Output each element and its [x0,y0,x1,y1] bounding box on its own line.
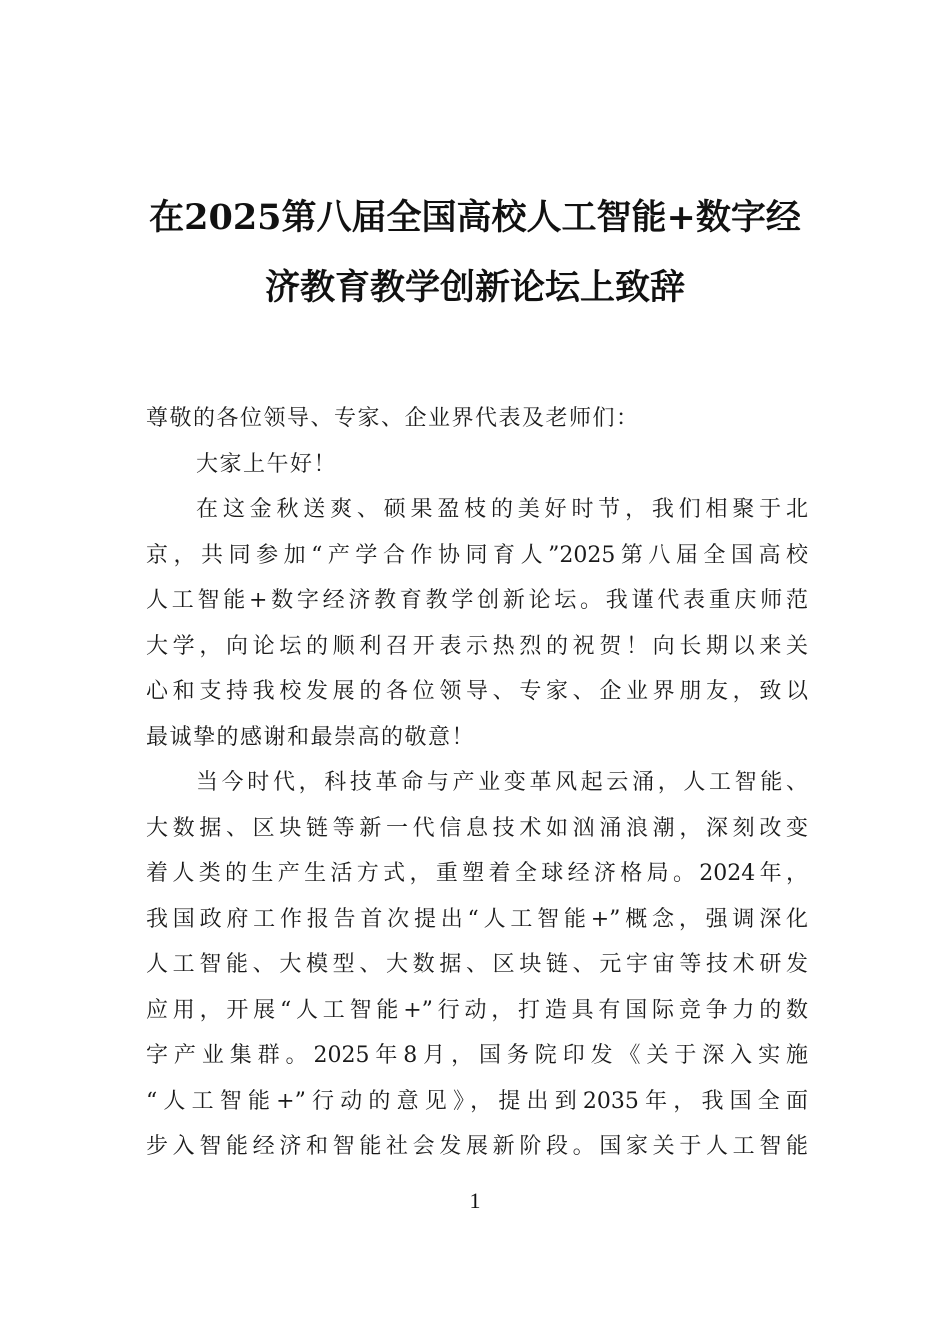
body-line: 人工智能+数字经济教育教学创新论坛。我谨代表重庆师范 [146,588,808,613]
body-line: 最诚挚的感谢和最崇高的敬意！ [146,724,476,750]
body-line: 大学，向论坛的顺利召开表示热烈的祝贺！向长期以来关 [146,633,808,659]
body-line: 步入智能经济和智能社会发展新阶段。国家关于人工智能 [146,1134,808,1159]
body-line: 应用，开展“人工智能+”行动，打造具有国际竞争力的数 [146,997,808,1023]
body-line: “人工智能+”行动的意见》，提出到2035年，我国全面 [146,1088,808,1114]
document-title-line-2: 济教育教学创新论坛上致辞 [264,267,685,308]
body-line: 京，共同参加“产学合作协同育人”2025第八届全国高校 [146,542,808,568]
body-line: 着人类的生产生活方式，重塑着全球经济格局。2024年， [146,861,808,886]
body-line: 心和支持我校发展的各位领导、专家、企业界朋友，致以 [146,679,808,704]
salutation-line: 尊敬的各位领导、专家、企业界代表及老师们： [146,406,640,431]
body-line: 字产业集群。2025年8月，国务院印发《关于深入实施 [146,1043,808,1068]
page-number: 1 [469,1188,481,1213]
greeting-line: 大家上午好！ [196,451,338,477]
body-line: 我国政府工作报告首次提出“人工智能+”概念，强调深化 [146,906,808,932]
body-line: 在这金秋送爽、硕果盈枝的美好时节，我们相聚于北 [196,497,808,522]
body-line: 当今时代，科技革命与产业变革风起云涌，人工智能、 [196,770,808,795]
body-line: 大数据、区块链等新一代信息技术如汹涌浪潮，深刻改变 [146,815,808,841]
document-title-line-1: 在2025第八届全国高校人工智能+数字经 [149,197,801,238]
body-line: 人工智能、大模型、大数据、区块链、元宇宙等技术研发 [146,952,808,977]
document-body [146,396,808,1170]
